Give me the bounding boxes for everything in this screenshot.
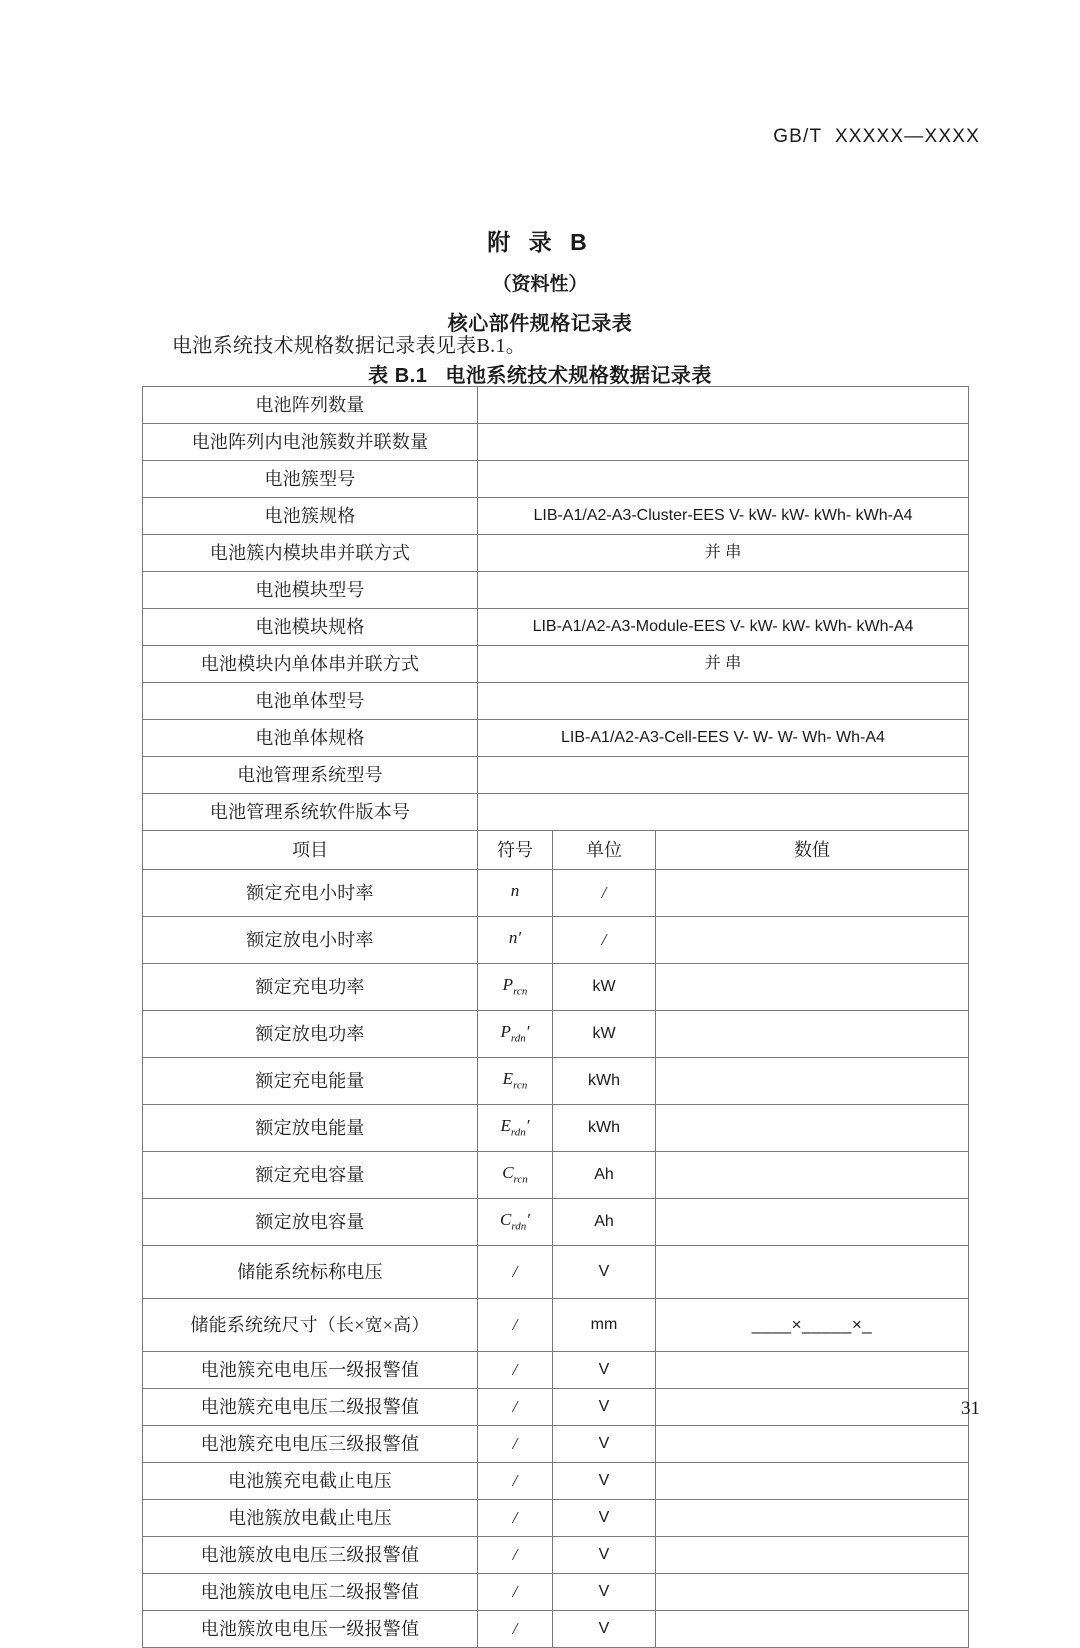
row-label: 电池阵列内电池簇数并联数量: [143, 424, 478, 461]
row-symbol: $E_{rdn}'$: [478, 1105, 553, 1152]
row-item: 储能系统统尺寸（长×宽×高）: [143, 1299, 478, 1352]
row-value[interactable]: [656, 964, 969, 1011]
table-row: [143, 1426, 969, 1463]
row-symbol: /: [478, 1500, 553, 1537]
row-item: 电池簇充电电压二级报警值: [143, 1389, 478, 1426]
row-label: 电池管理系统型号: [143, 757, 478, 794]
table-row: [143, 572, 969, 609]
row-symbol: /: [478, 1246, 553, 1299]
row-label: 电池模块内单体串并联方式: [143, 646, 478, 683]
row-value[interactable]: [656, 1299, 969, 1352]
row-value[interactable]: [478, 461, 969, 498]
annex-subtitle: （资料性）: [492, 274, 588, 295]
row-unit: V: [553, 1246, 656, 1299]
row-symbol: n: [478, 870, 553, 917]
table-row: [143, 1299, 969, 1352]
row-item: 额定放电能量: [143, 1105, 478, 1152]
row-symbol: /: [478, 1426, 553, 1463]
row-symbol: /: [478, 1389, 553, 1426]
table-row: [143, 870, 969, 917]
row-unit: kWh: [553, 1105, 656, 1152]
row-value[interactable]: [478, 387, 969, 424]
row-value[interactable]: LIB-A1/A2-A3-Cell-EES V- W- W- Wh- Wh-A4: [478, 720, 969, 757]
row-value[interactable]: LIB-A1/A2-A3-Cluster-EES V- kW- kW- kWh- kWh-A4: [478, 498, 969, 535]
table-row: [143, 1246, 969, 1299]
row-symbol: /: [478, 1537, 553, 1574]
table-row: [143, 1537, 969, 1574]
row-value[interactable]: [478, 572, 969, 609]
table-row: [143, 964, 969, 1011]
row-symbol: $P_{rcn}$: [478, 964, 553, 1011]
table-row: [143, 1389, 969, 1426]
row-value[interactable]: [656, 870, 969, 917]
row-unit: V: [553, 1611, 656, 1648]
row-label: 电池模块型号: [143, 572, 478, 609]
row-label: 电池模块规格: [143, 609, 478, 646]
row-item: 电池簇充电电压一级报警值: [143, 1352, 478, 1389]
annex-title: 附 录 B: [487, 229, 593, 255]
row-unit: V: [553, 1574, 656, 1611]
table-row: [143, 424, 969, 461]
table-row: [143, 757, 969, 794]
table-row: [143, 498, 969, 535]
row-value[interactable]: [656, 1352, 969, 1389]
row-unit: V: [553, 1352, 656, 1389]
table-row: [143, 1011, 969, 1058]
row-item: 电池簇充电截止电压: [143, 1463, 478, 1500]
row-symbol: $P_{rdn}'$: [478, 1011, 553, 1058]
row-unit: kW: [553, 1011, 656, 1058]
table-row: [143, 461, 969, 498]
table-row: [143, 1463, 969, 1500]
table-row: [143, 720, 969, 757]
row-item: 额定充电功率: [143, 964, 478, 1011]
row-value[interactable]: [478, 683, 969, 720]
table-row: [143, 683, 969, 720]
row-symbol: $E_{rcn}$: [478, 1058, 553, 1105]
battery-spec-table: [142, 386, 969, 1648]
row-value[interactable]: [478, 424, 969, 461]
row-unit: /: [553, 870, 656, 917]
row-value[interactable]: [656, 1611, 969, 1648]
table-caption: [0, 359, 1080, 388]
row-label: 电池单体型号: [143, 683, 478, 720]
row-value[interactable]: [656, 1389, 969, 1426]
row-symbol: /: [478, 1299, 553, 1352]
row-value[interactable]: [656, 1246, 969, 1299]
row-value[interactable]: [656, 917, 969, 964]
row-unit: V: [553, 1500, 656, 1537]
table-header-row: [143, 831, 969, 870]
row-value[interactable]: [656, 1105, 969, 1152]
row-label: 电池簇型号: [143, 461, 478, 498]
column-header-item: 项目: [143, 831, 478, 870]
annex-heading-block: [0, 224, 1080, 336]
row-item: 电池簇放电电压二级报警值: [143, 1574, 478, 1611]
row-value[interactable]: [656, 1199, 969, 1246]
row-item: 额定充电能量: [143, 1058, 478, 1105]
row-label: 电池单体规格: [143, 720, 478, 757]
row-label: 电池管理系统软件版本号: [143, 794, 478, 831]
row-value[interactable]: [656, 1011, 969, 1058]
row-symbol: $C_{rdn}'$: [478, 1199, 553, 1246]
table-row: [143, 1500, 969, 1537]
row-value[interactable]: [656, 1426, 969, 1463]
row-item: 电池簇放电截止电压: [143, 1500, 478, 1537]
column-header-unit: 单位: [553, 831, 656, 870]
row-value[interactable]: LIB-A1/A2-A3-Module-EES V- kW- kW- kWh- kWh-A4: [478, 609, 969, 646]
dimension-placeholder: ____×_____×_: [751, 1314, 873, 1334]
row-unit: V: [553, 1389, 656, 1426]
row-value[interactable]: [656, 1152, 969, 1199]
row-item: 电池簇放电电压三级报警值: [143, 1537, 478, 1574]
row-unit: /: [553, 917, 656, 964]
table-caption-title: 电池系统技术规格数据记录表: [445, 365, 712, 387]
row-unit: Ah: [553, 1152, 656, 1199]
intro-paragraph: 电池系统技术规格数据记录表见表B.1。: [172, 335, 527, 357]
row-symbol: n′: [478, 917, 553, 964]
row-value[interactable]: [478, 794, 969, 831]
column-header-value: 数值: [656, 831, 969, 870]
table-row: [143, 387, 969, 424]
table-row: [143, 535, 969, 572]
table-row: [143, 1199, 969, 1246]
row-symbol: $C_{rcn}$: [478, 1152, 553, 1199]
row-unit: V: [553, 1463, 656, 1500]
table-row: [143, 1152, 969, 1199]
row-item: 额定充电容量: [143, 1152, 478, 1199]
row-item: 额定放电容量: [143, 1199, 478, 1246]
row-unit: mm: [553, 1299, 656, 1352]
row-unit: V: [553, 1426, 656, 1463]
row-value[interactable]: [656, 1537, 969, 1574]
row-item: 电池簇充电电压三级报警值: [143, 1426, 478, 1463]
row-unit: kW: [553, 964, 656, 1011]
row-symbol: /: [478, 1574, 553, 1611]
row-item: 额定放电小时率: [143, 917, 478, 964]
row-item: 电池簇放电电压一级报警值: [143, 1611, 478, 1648]
table-row: [143, 646, 969, 683]
table-row: [143, 1611, 969, 1648]
row-label: 电池簇规格: [143, 498, 478, 535]
row-value[interactable]: 并 串: [478, 646, 969, 683]
page-number: 31: [961, 1398, 980, 1419]
table-caption-number: 表 B.1: [368, 365, 428, 387]
row-label: 电池簇内模块串并联方式: [143, 535, 478, 572]
row-item: 额定放电功率: [143, 1011, 478, 1058]
table-row: [143, 1352, 969, 1389]
row-item: 储能系统标称电压: [143, 1246, 478, 1299]
table-row: [143, 1105, 969, 1152]
row-unit: Ah: [553, 1199, 656, 1246]
column-header-symbol: 符号: [478, 831, 553, 870]
row-value[interactable]: [478, 757, 969, 794]
row-value[interactable]: [656, 1500, 969, 1537]
table-row: [143, 917, 969, 964]
row-value[interactable]: [656, 1463, 969, 1500]
table-row: [143, 794, 969, 831]
row-label: 电池阵列数量: [143, 387, 478, 424]
row-symbol: /: [478, 1611, 553, 1648]
table-body: [143, 387, 969, 1648]
annex-name: 核心部件规格记录表: [447, 313, 633, 335]
row-value[interactable]: 并 串: [478, 535, 969, 572]
table-row: [143, 1574, 969, 1611]
row-value[interactable]: [656, 1058, 969, 1105]
row-unit: V: [553, 1537, 656, 1574]
row-symbol: /: [478, 1463, 553, 1500]
row-item: 额定充电小时率: [143, 870, 478, 917]
table-row: [143, 609, 969, 646]
row-value[interactable]: [656, 1574, 969, 1611]
row-symbol: /: [478, 1352, 553, 1389]
table-row: [143, 1058, 969, 1105]
row-unit: kWh: [553, 1058, 656, 1105]
standard-number-header: GB/T XXXXX—XXXX: [773, 126, 980, 147]
